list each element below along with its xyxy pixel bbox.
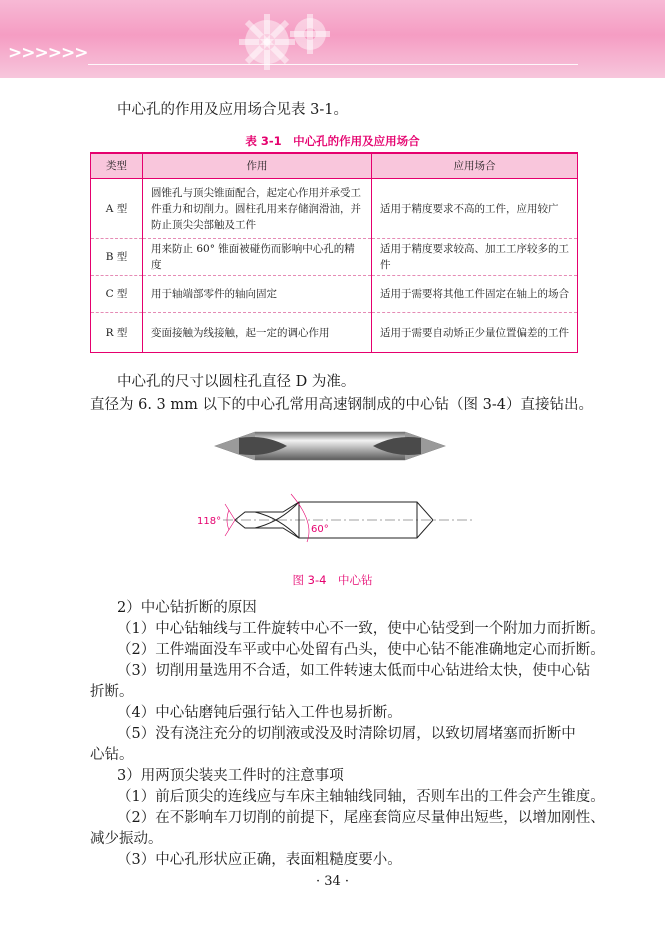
list-item: （5）没有浇注充分的切削液或没及时清除切屑，以致切屑堵塞而折断中 [117,726,576,742]
header-rule [88,64,578,65]
cell-effect: 用于轴端部零件的轴向固定 [143,276,372,313]
angle-118-label: 118° [197,516,222,527]
drill-text: 直径为 6. 3 mm 以下的中心孔常用高速钢制成的中心钻（图 3-4）直接钻出。 [90,397,593,413]
table-caption: 表 3-1 中心孔的作用及应用场合 [245,134,420,148]
table-row [91,179,578,239]
list-item: （1）中心钻轴线与工件旋转中心不一致，使中心钻受到一个附加力而折断。 [117,621,605,637]
header-usage: 应用场合 [372,153,578,179]
size-text: 中心孔的尺寸以圆柱孔直径 D 为准。 [117,374,356,390]
list-item: （2）在不影响车刀切削的前提下，尾座套筒应尽量伸出短些，以增加刚性、 [117,810,605,826]
cell-usage: 适用于需要将其他工件固定在轴上的场合 [372,276,578,313]
header-type: 类型 [91,153,143,179]
header-arrows: >>>>>> [8,43,88,63]
list-item: 减少振动。 [90,831,163,847]
list-item: 心钻。 [90,747,134,763]
cell-type: B 型 [91,239,143,276]
page-number: · 34 · [315,874,350,889]
table-row [91,276,578,313]
list-item: （4）中心钻磨钝后强行钻入工件也易折断。 [117,705,402,721]
cell-type: A 型 [91,179,143,239]
section2-title: 2）中心钻折断的原因 [117,600,257,616]
center-drill-drawing [223,494,473,542]
list-item: （3）切削用量选用不合适，如工件转速太低而中心钻进给太快，使中心钻 [117,663,591,679]
table-row [91,313,578,353]
cell-effect: 变面接触为线接触，起一定的调心作用 [143,313,372,353]
list-item: （2）工件端面没车平或中心处留有凸头，使中心钻不能准确地定心而折断。 [117,642,605,658]
cell-usage: 适用于精度要求不高的工件，应用较广 [372,179,578,239]
table-row [91,239,578,276]
center-drill-photo [215,432,445,460]
cell-usage: 适用于需要自动矫正少量位置偏差的工件 [372,313,578,353]
list-item: （1）前后顶尖的连线应与车床主轴轴线同轴，否则车出的工件会产生锥度。 [117,789,605,805]
intro-text: 中心孔的作用及应用场合见表 3-1。 [117,102,348,118]
header-band [0,0,665,78]
center-hole-table [90,152,577,353]
cell-type: C 型 [91,276,143,313]
list-item: 折断。 [90,684,134,700]
center-drill-figure [195,418,485,563]
section3-title: 3）用两顶尖装夹工件时的注意事项 [117,768,344,784]
list-item: （3）中心孔形状应正确，表面粗糙度要小。 [117,852,402,868]
cell-usage: 适用于精度要求较高、加工工序较多的工件 [372,239,578,276]
angle-60-label: 60° [311,524,329,535]
figure-caption: 图 3-4 中心钻 [292,573,373,587]
header-effect: 作用 [143,153,372,179]
cell-effect: 用来防止 60° 锥面被碰伤而影响中心孔的精度 [143,239,372,276]
cell-effect: 圆锥孔与顶尖锥面配合，起定心作用并承受工件重力和切削力。圆柱孔用来存储润滑油，并防止顶尖尖部触及工件 [143,179,372,239]
cell-type: R 型 [91,313,143,353]
